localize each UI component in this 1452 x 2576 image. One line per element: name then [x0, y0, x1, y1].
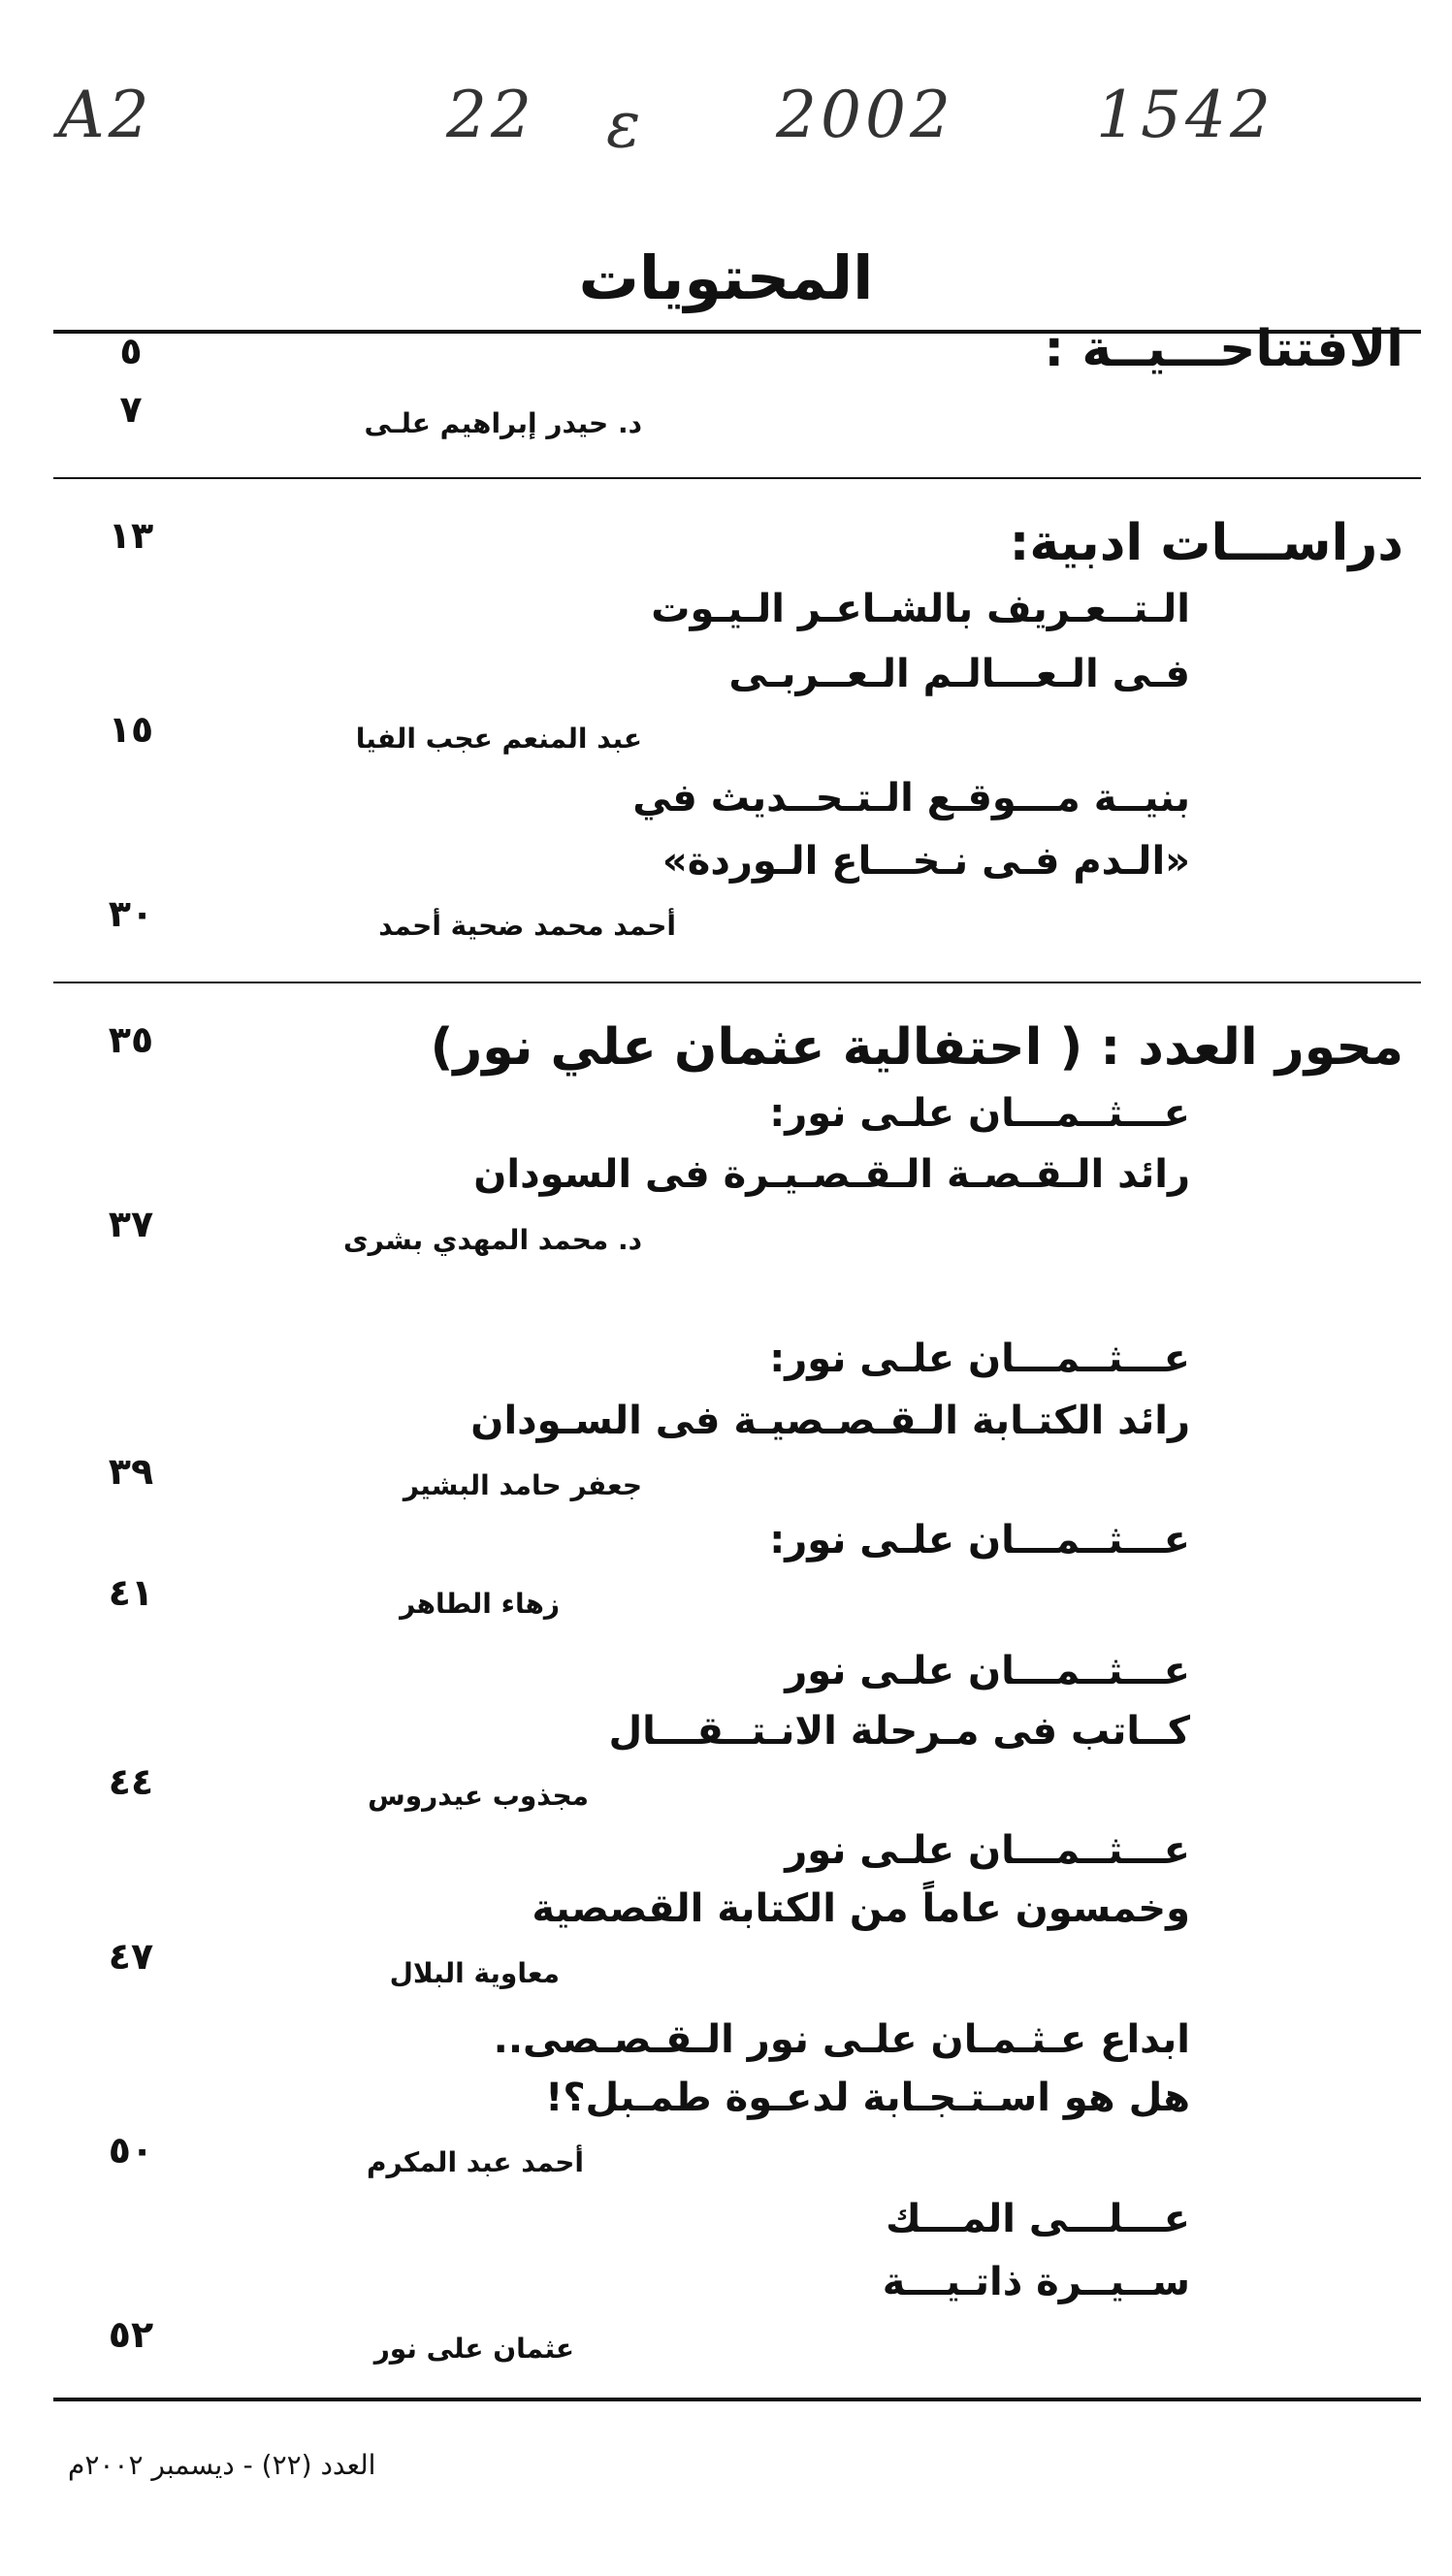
author-name: د. حيدر إبراهيم علـى — [364, 407, 642, 439]
article-title-line: بنيــة مـــوقـع الـتـحــديث في — [632, 776, 1190, 821]
article-title-line: رائد الـقـصـة الـقـصـيـرة فى السودان — [473, 1152, 1190, 1197]
page-number: ٧ — [119, 388, 143, 431]
article-title-line: عـــلـــى المـــك — [886, 2197, 1190, 2241]
page-title: المحتويات — [578, 242, 874, 313]
author-name: أحمد عبد المكرم — [366, 2146, 584, 2178]
article-title-line: كــاتب فى مـرحلة الانـتــقـــال — [608, 1709, 1190, 1754]
article-title-line: وخمسون عاماً من الكتابة القصصية — [532, 1886, 1190, 1931]
author-name: عبد المنعم عجب الفيا — [355, 723, 642, 755]
page-number: ١٥ — [108, 708, 154, 751]
page-number: ٤٧ — [108, 1935, 154, 1978]
handwritten-note-e: 1542 — [1096, 78, 1275, 152]
handwritten-note-d: 2002 — [776, 78, 954, 152]
section-title-issue-focus: محور العدد : ( احتفالية عثمان علي نور) — [430, 1018, 1404, 1077]
author-name: د. محمد المهدي بشرى — [343, 1224, 642, 1256]
author-name: مجذوب عيدروس — [368, 1780, 589, 1812]
article-title-line: رائد الكتـابة الـقـصـصيـة فى السـودان — [470, 1399, 1190, 1443]
page-number: ٣٩ — [108, 1450, 154, 1493]
author-name: معاوية البلال — [389, 1957, 560, 1989]
article-title-line: عـــثــمـــان علـى نور: — [769, 1091, 1190, 1136]
page-number: ٥٠ — [108, 2129, 154, 2172]
article-title-line: عـــثــمـــان علـى نور: — [769, 1336, 1190, 1381]
author-name: عثمان على نور — [373, 2333, 574, 2365]
article-title-line: عـــثــمـــان علـى نور — [785, 1649, 1190, 1693]
handwritten-note-c: ε — [606, 87, 645, 162]
bottom-divider — [53, 2398, 1421, 2401]
author-name: أحمد محمد ضحية أحمد — [378, 910, 676, 942]
page-number: ٣٥ — [108, 1018, 154, 1061]
footer-issue-info: العدد (٢٢) - ديسمبر ٢٠٠٢م — [68, 2449, 376, 2481]
article-title-line: ســيــرة ذاتـيـــة — [882, 2260, 1190, 2304]
article-title-line: ابداع عـثـمـان علـى نور الـقـصـصى.. — [493, 2017, 1190, 2062]
article-title-line: «الـدم فـى نـخـــاع الـوردة» — [661, 839, 1190, 884]
page-number: ٥ — [119, 330, 143, 372]
article-title-line: هل هو اسـتـجـابة لدعـوة طمـبل؟! — [545, 2076, 1190, 2120]
section-divider — [53, 982, 1421, 983]
article-title-line: عـــثــمـــان علـى نور: — [769, 1518, 1190, 1562]
author-name: زهاء الطاهر — [400, 1588, 560, 1620]
handwritten-note-a: A2 — [58, 78, 153, 152]
page-number: ١٣ — [108, 514, 154, 557]
page-number: ٤٤ — [108, 1760, 154, 1803]
page-number: ٣٧ — [108, 1203, 154, 1245]
page-number: ٥٢ — [108, 2313, 154, 2356]
section-title-opening: الافتتاحـــيــة : — [1044, 320, 1404, 378]
page-number: ٤١ — [108, 1571, 154, 1614]
article-title-line: الـتــعـريف بالشـاعـر الـيـوت — [651, 587, 1190, 631]
handwritten-note-b: 22 — [446, 78, 535, 152]
article-title-line: عـــثــمـــان علـى نور — [785, 1828, 1190, 1873]
section-divider — [53, 477, 1421, 479]
article-title-line: فـى الـعـــالـم الـعــربـى — [728, 652, 1190, 696]
author-name: جعفر حامد البشير — [403, 1469, 642, 1501]
page-number: ٣٠ — [108, 892, 154, 935]
section-title-literary-studies: دراســـات ادبية: — [1009, 514, 1404, 572]
